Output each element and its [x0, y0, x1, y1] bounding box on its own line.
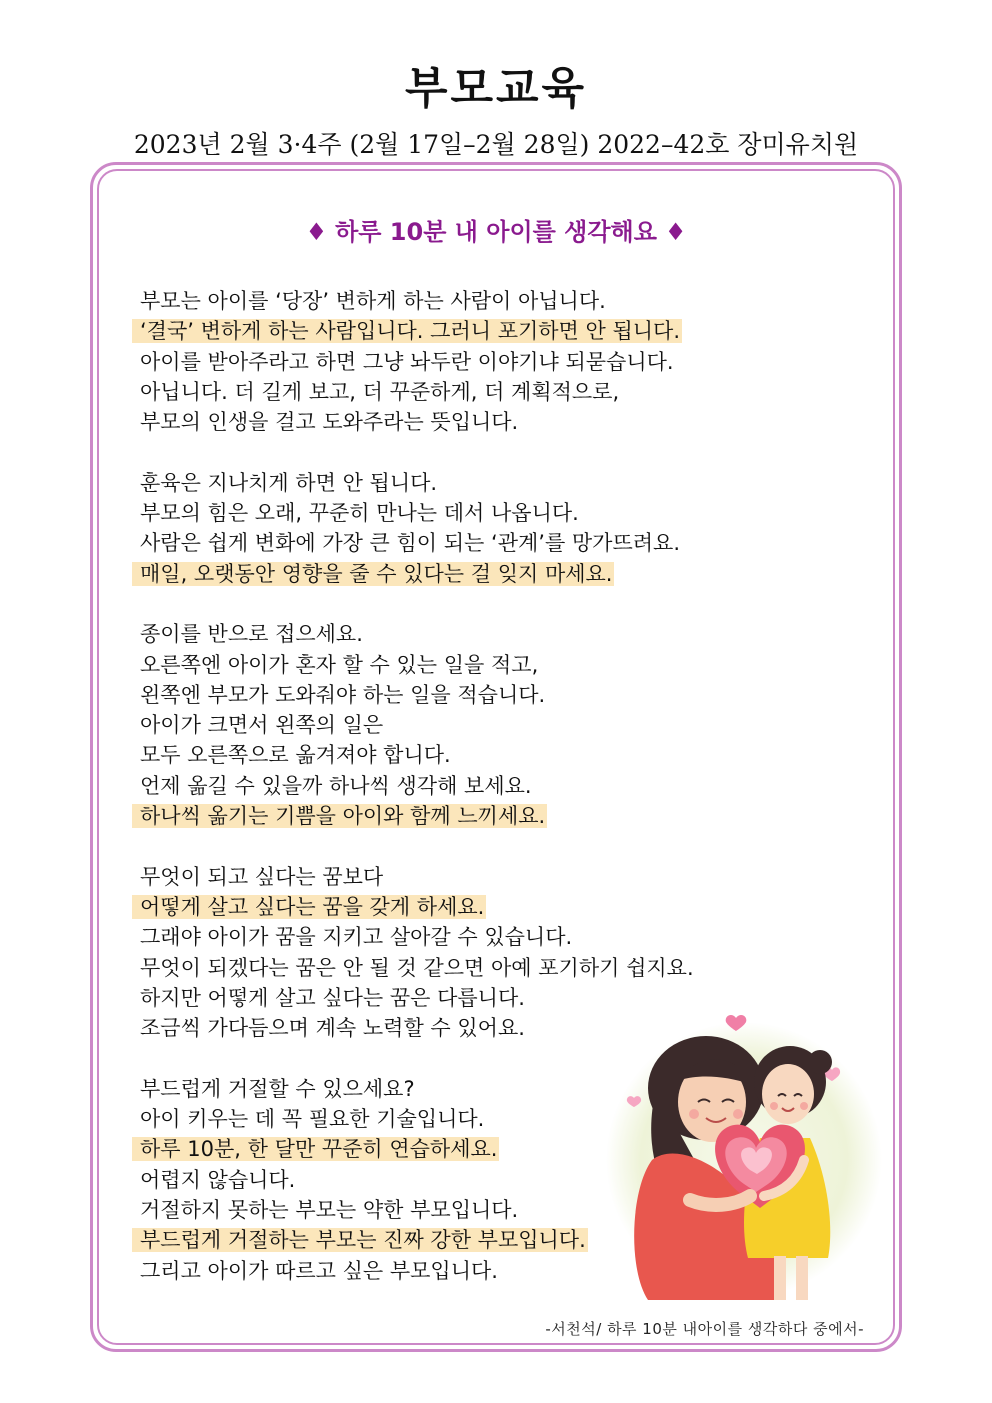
body-line — [140, 771, 780, 801]
body-line — [140, 619, 780, 649]
diamond-bullet-icon: ♦ — [305, 218, 328, 246]
body-line — [140, 286, 780, 316]
body-line — [140, 892, 780, 922]
line-text: 그래야 아이가 꿈을 지키고 살아갈 수 있습니다. — [140, 925, 573, 950]
body-line — [140, 801, 780, 831]
body-line — [140, 710, 780, 740]
highlighted-text: 하루 10분, 한 달만 꾸준히 연습하세요. — [132, 1137, 499, 1161]
line-text: 훈육은 지나치게 하면 안 됩니다. — [140, 470, 438, 495]
body-line — [140, 983, 780, 1013]
body-line — [140, 559, 780, 589]
line-text: 모두 오른쪽으로 옮겨져야 합니다. — [140, 743, 451, 768]
section-heading-text: 하루 10분 내 아이를 생각해요 — [335, 218, 657, 246]
source-citation: -서천석/ 하루 10분 내아이를 생각하다 중에서- — [545, 1320, 864, 1338]
body-line — [140, 680, 780, 710]
line-text: 부모의 인생을 걸고 도와주라는 뜻입니다. — [140, 410, 519, 435]
line-text: 왼쪽엔 부모가 도와줘야 하는 일을 적습니다. — [140, 682, 546, 707]
body-line — [140, 953, 780, 983]
line-text: 거절하지 못하는 부모는 약한 부모입니다. — [140, 1197, 519, 1222]
body-line — [140, 468, 780, 498]
issue-subtitle: 2023년 2월 3·4주 (2월 17일–2월 28일) 2022–42호 장미유치원 — [133, 130, 859, 159]
body-line — [140, 347, 780, 377]
highlighted-text: ‘결국’ 변하게 하는 사람입니다. 그러니 포기하면 안 됩니다. — [132, 319, 682, 343]
line-text: 아이가 크면서 왼쪽의 일은 — [140, 713, 384, 738]
section-heading — [0, 212, 992, 247]
line-text: 어렵지 않습니다. — [140, 1167, 296, 1192]
line-text: 아이 키우는 데 꼭 필요한 기술입니다. — [140, 1107, 485, 1132]
mother-child-heart-illustration — [594, 1010, 884, 1310]
line-text: 종이를 반으로 접으세요. — [140, 622, 363, 647]
line-text: 무엇이 되고 싶다는 꿈보다 — [140, 864, 384, 889]
line-text: 아닙니다. 더 길게 보고, 더 꾸준하게, 더 계획적으로, — [140, 379, 620, 404]
line-text: 부모의 힘은 오래, 꾸준히 만나는 데서 나옵니다. — [140, 501, 579, 526]
line-text: 오른쪽엔 아이가 혼자 할 수 있는 일을 적고, — [140, 652, 539, 677]
blank-line — [140, 589, 780, 619]
page-title: 부모교육 — [404, 63, 587, 114]
diamond-bullet-icon: ♦ — [664, 218, 687, 246]
blank-line — [140, 437, 780, 467]
highlighted-text: 하나씩 옮기는 기쁨을 아이와 함께 느끼세요. — [132, 804, 547, 828]
line-text: 사람은 쉽게 변화에 가장 큰 힘이 되는 ‘관계’를 망가뜨려요. — [140, 531, 681, 556]
line-text: 부모는 아이를 ‘당장’ 변하게 하는 사람이 아닙니다. — [140, 289, 606, 313]
body-line — [140, 922, 780, 952]
line-text: 무엇이 되겠다는 꿈은 안 될 것 같으면 아예 포기하기 쉽지요. — [140, 955, 694, 980]
body-line — [140, 740, 780, 770]
line-text: 하지만 어떻게 살고 싶다는 꿈은 다릅니다. — [140, 985, 525, 1010]
line-text: 그리고 아이가 따르고 싶은 부모입니다. — [140, 1258, 498, 1283]
line-text: 언제 옮길 수 있을까 하나씩 생각해 보세요. — [140, 773, 532, 798]
body-line — [140, 316, 780, 346]
body-line — [140, 377, 780, 407]
line-text: 조금씩 가다듬으며 계속 노력할 수 있어요. — [140, 1016, 525, 1041]
body-line — [140, 862, 780, 892]
highlighted-text: 부드럽게 거절하는 부모는 진짜 강한 부모입니다. — [132, 1228, 588, 1252]
line-text: 아이를 받아주라고 하면 그냥 놔두란 이야기냐 되묻습니다. — [140, 349, 674, 374]
body-line — [140, 650, 780, 680]
body-line — [140, 528, 780, 558]
body-line — [140, 498, 780, 528]
highlighted-text: 어떻게 살고 싶다는 꿈을 갖게 하세요. — [132, 895, 486, 919]
body-line — [140, 407, 780, 437]
line-text: 부드럽게 거절할 수 있으세요? — [140, 1076, 415, 1101]
highlighted-text: 매일, 오랫동안 영향을 줄 수 있다는 걸 잊지 마세요. — [132, 562, 614, 586]
blank-line — [140, 831, 780, 861]
